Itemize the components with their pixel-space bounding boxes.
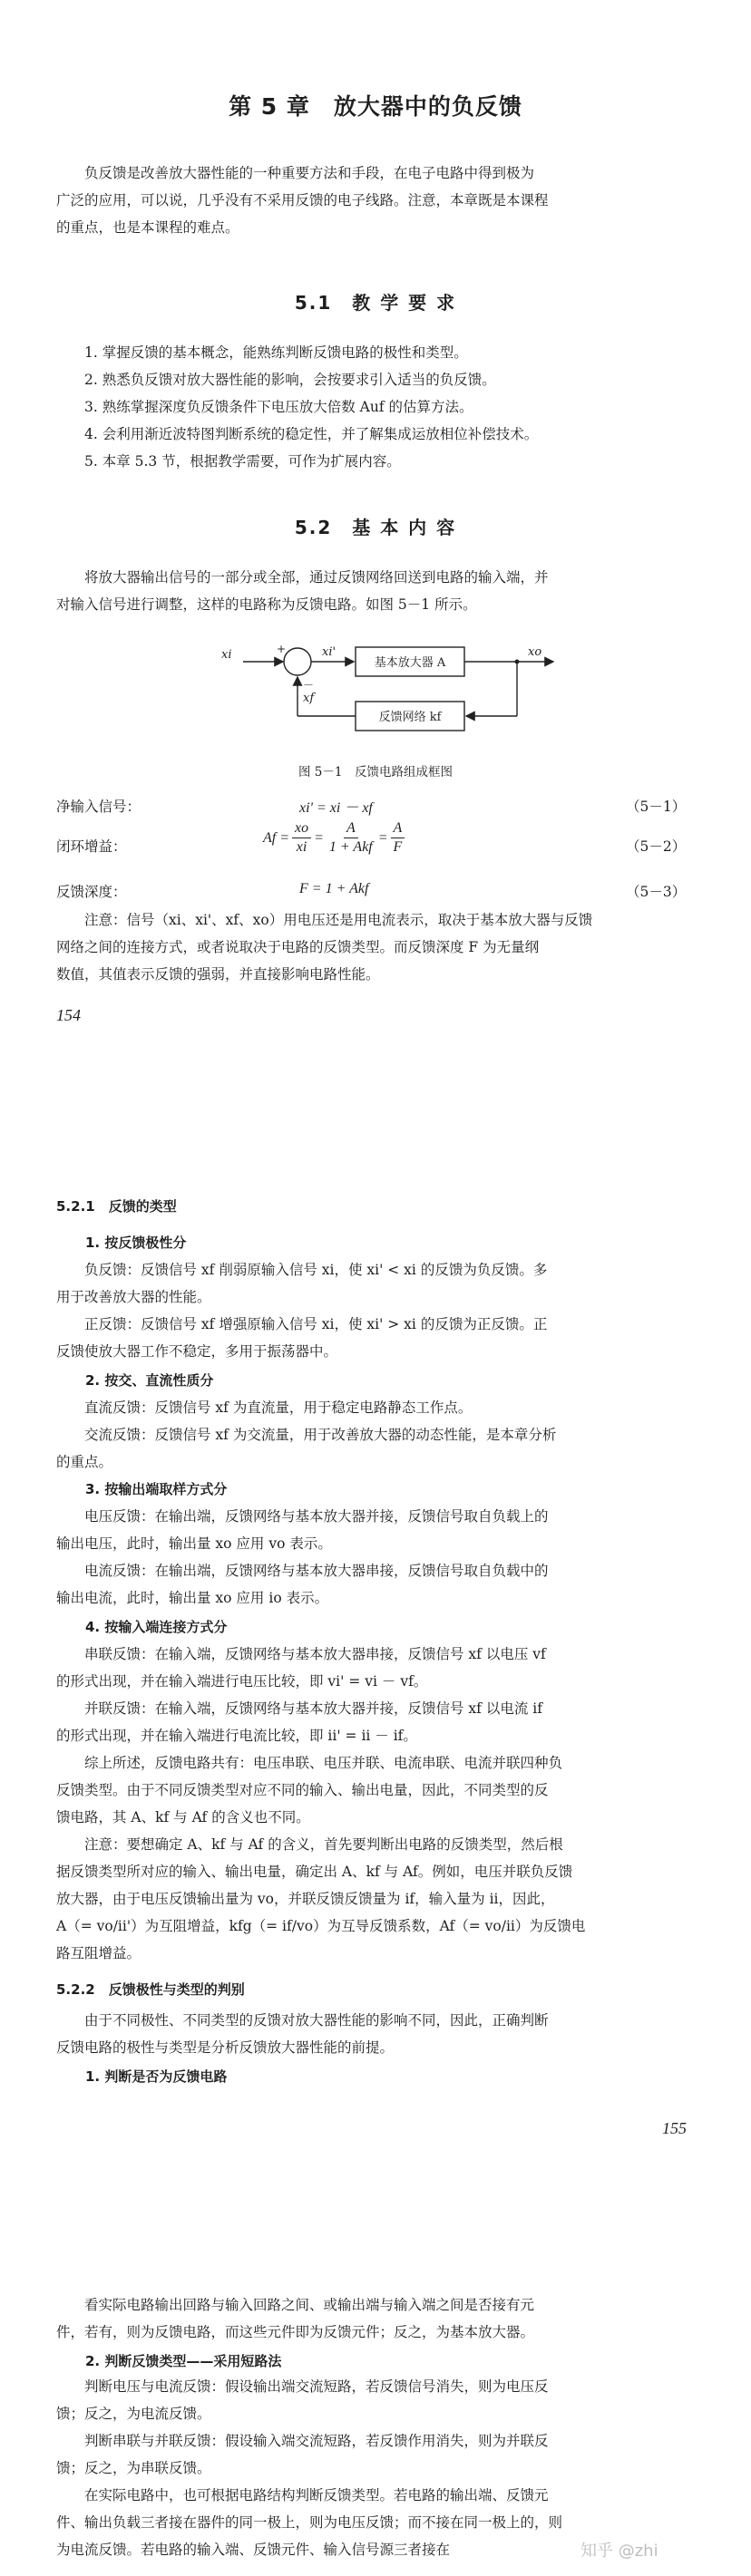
eq-lhs: Af =: [263, 829, 290, 846]
paragraph-line: A（= vo/ii'）为互阻增益，kfg（= if/vo）为互导反馈系数，Af（= vo/ii）为反馈电: [56, 1918, 586, 1934]
paragraph-line: 电流反馈：在输出端，反馈网络与基本放大器串接，反馈信号取自负载中的: [84, 1563, 549, 1579]
paragraph-line: 并联反馈：在输入端，反馈网络与基本放大器并接，反馈信号 xf 以电流 if: [84, 1700, 542, 1717]
fraction: [327, 819, 376, 857]
paragraph-line: 交流反馈：反馈信号 xf 为交流量，用于改善放大器的动态性能，是本章分析: [84, 1427, 557, 1443]
paragraph-line: 件，若有，则为反馈电路，而这些元件即为反馈元件；反之，为基本放大器。: [56, 2324, 535, 2340]
paragraph-line: 馈；反之，为电流反馈。: [56, 2406, 211, 2422]
feedback-network-label: 反馈网络 kf: [378, 711, 442, 724]
page-number: 155: [662, 2119, 687, 2137]
subheading-is-feedback: 1. 判断是否为反馈电路: [85, 2068, 228, 2085]
paragraph-line: 综上所述，反馈电路共有：电压串联、电压并联、电流串联、电流并联四种负: [84, 1755, 563, 1771]
note-line: 网络之间的连接方式，或者说取决于电路的反馈类型。而反馈深度 F 为无量纲: [56, 939, 540, 955]
paragraph-line: 件、输出负载三者接在器件的同一极上，则为电压反馈；而不接在同一极上的，则: [56, 2514, 563, 2531]
paragraph-line: 将放大器输出信号的一部分或全部，通过反馈网络回送到电路的输入端，并: [84, 569, 549, 586]
heading-5-2-2: 5.2.2 反馈极性与类型的判别: [56, 1981, 245, 1998]
chapter-title: 第 5 章 放大器中的负反馈: [229, 93, 522, 120]
paragraph-line: 判断串联与并联反馈：假设输入端交流短路，若反馈作用消失，则为并联反: [84, 2433, 549, 2449]
intro-line: 负反馈是改善放大器性能的一种重要方法和手段，在电子电路中得到极为: [84, 165, 535, 181]
paragraph-line: 放大器，由于电压反馈输出量为 vo，并联反馈反馈量为 if，输入量为 ii，因此，: [56, 1891, 555, 1907]
paragraph-line: 注意：要想确定 A、kf 与 Af 的含义，首先要判断出电路的反馈类型，然后根: [84, 1836, 563, 1853]
subheading-short-circuit-method: 2. 判断反馈类型——采用短路法: [85, 2353, 282, 2369]
paragraph-line: 的重点。: [56, 1454, 113, 1470]
note-line: 数值，其值表示反馈的强弱，并直接影响电路性能。: [56, 966, 380, 983]
paragraph-line: 据反馈类型所对应的输入、输出电量，确定出 A、kf 与 Af。例如，电压并联负反馈: [56, 1864, 573, 1880]
minus-sign: －: [303, 679, 315, 692]
watermark: 知乎 @zhi: [580, 2542, 658, 2561]
fraction-denominator: F: [393, 839, 403, 855]
section-5-2-paragraph: [56, 564, 702, 618]
paragraph-line: 串联反馈：在输入端，反馈网络与基本放大器串接，反馈信号 xf 以电压 vf: [84, 1646, 546, 1662]
paragraph-line: 的形式出现，并在输入端进行电压比较，即 vi' = vi － vf。: [56, 1673, 428, 1690]
polarity-paragraph: [56, 1256, 702, 1365]
equation-label: 闭环增益：: [56, 838, 127, 855]
requirement-item: 3. 熟练掌握深度负反馈条件下电压放大倍数 Auf 的估算方法。: [84, 399, 473, 415]
subheading-polarity: 1. 按反馈极性分: [85, 1235, 187, 1251]
section-5-2-2-paragraph: [56, 2007, 702, 2061]
equation-number: （5－2）: [626, 838, 687, 855]
paragraph-line: 负反馈：反馈信号 xf 削弱原输入信号 xi，使 xi' < xi 的反馈为负反馈。多: [84, 1262, 548, 1278]
amplifier-block-label: 基本放大器 A: [374, 656, 446, 670]
subheading-output-sampling: 3. 按输出端取样方式分: [85, 1481, 228, 1497]
equation-label: 净输入信号：: [56, 799, 141, 815]
eq-equals: =: [377, 829, 388, 846]
fraction-numerator: A: [391, 819, 405, 838]
paragraph-line: 为电流反馈。若电路的输入端、反馈元件、输入信号源三者接在: [56, 2542, 451, 2558]
paragraph-line: 用于改善放大器的性能。: [56, 1289, 211, 1305]
paragraph-line: 对输入信号进行调整，这样的电路称为反馈电路。如图 5－1 所示。: [56, 596, 477, 613]
equation-number: （5－3）: [626, 884, 687, 900]
equation-net-input: xi' = xi － xf: [299, 800, 373, 816]
paragraph-line: 反馈类型。由于不同反馈类型对应不同的输入、输出电量，因此，不同类型的反: [56, 1782, 549, 1798]
fraction: [391, 819, 405, 857]
plus-sign: +: [277, 643, 287, 655]
paragraph-line: 由于不同极性、不同类型的反馈对放大器性能的影响不同，因此，正确判断: [84, 2012, 549, 2029]
short-circuit-paragraph: [56, 2373, 702, 2563]
figure-caption: 图 5－1 反馈电路组成框图: [298, 765, 453, 780]
paragraph-line: 在实际电路中，也可根据电路结构判断反馈类型。若电路的输出端、反馈元: [84, 2487, 549, 2503]
paragraph-line: 馈电路，其 A、kf 与 Af 的含义也不同。: [56, 1809, 310, 1825]
input-connection-paragraph: [56, 1641, 702, 1967]
paragraph-line: 输出电压，此时，输出量 xo 应用 vo 表示。: [56, 1535, 332, 1552]
equation-closed-loop-gain: [263, 819, 407, 857]
paragraph-line: 反馈使放大器工作不稳定，多用于振荡器中。: [56, 1343, 338, 1360]
output-signal-label: xo: [528, 645, 542, 659]
subheading-ac-dc: 2. 按交、直流性质分: [85, 1372, 214, 1389]
paragraph-line: 的形式出现，并在输入端进行电流比较，即 ii' = ii － if。: [56, 1728, 417, 1744]
fraction-numerator: xo: [292, 819, 311, 838]
paragraph-line: 馈；反之，为串联反馈。: [56, 2460, 211, 2476]
fraction-numerator: A: [344, 819, 358, 838]
fraction-denominator: 1 + Akf: [328, 839, 373, 855]
fraction: [292, 819, 311, 857]
net-input-label: xi': [322, 645, 336, 659]
paragraph-line: 电压反馈：在输出端，反馈网络与基本放大器并接，反馈信号取自负载上的: [84, 1508, 549, 1525]
feedback-check-paragraph: [56, 2291, 702, 2346]
section-5-2-title: 5.2 基 本 内 容: [294, 517, 457, 538]
requirement-item: 2. 熟悉负反馈对放大器性能的影响，会按要求引入适当的负反馈。: [84, 372, 496, 388]
feedback-block-diagram: [209, 625, 590, 743]
ac-dc-paragraph: [56, 1394, 702, 1476]
requirement-item: 4. 会利用渐近波特图判断系统的稳定性，并了解集成运放相位补偿技术。: [84, 426, 539, 442]
section-5-1-title: 5.1 教 学 要 求: [294, 292, 457, 314]
heading-5-2-1: 5.2.1 反馈的类型: [56, 1198, 177, 1215]
requirement-item: 5. 本章 5.3 节，根据教学需要，可作为扩展内容。: [84, 453, 401, 470]
input-signal-label: xi: [221, 648, 232, 662]
paragraph-line: 看实际电路输出回路与输入回路之间、或输出端与输入端之间是否接有元: [84, 2297, 535, 2313]
equation-number: （5－1）: [626, 799, 687, 815]
fraction-denominator: xi: [296, 839, 307, 855]
equation-label: 反馈深度：: [56, 884, 127, 900]
page-number: 154: [56, 1006, 81, 1024]
paragraph-line: 直流反馈：反馈信号 xf 为直流量，用于稳定电路静态工作点。: [84, 1399, 473, 1416]
intro-line: 广泛的应用，可以说，几乎没有不采用反馈的电子线路。注意，本章既是本课程: [56, 192, 549, 208]
output-sampling-paragraph: [56, 1503, 702, 1612]
feedback-signal-label: xf: [303, 692, 315, 705]
paragraph-line: 正反馈：反馈信号 xf 增强原输入信号 xi，使 xi' > xi 的反馈为正反馈。正: [84, 1316, 548, 1332]
eq-equals: =: [314, 829, 324, 846]
paragraph-line: 输出电流，此时，输出量 xo 应用 io 表示。: [56, 1590, 329, 1606]
paragraph-line: 判断电压与电流反馈：假设输出端交流短路，若反馈信号消失，则为电压反: [84, 2378, 549, 2395]
intro-line: 的重点，也是本课程的难点。: [56, 219, 239, 236]
requirements-list: [56, 339, 702, 475]
intro-paragraph: [56, 160, 702, 241]
note-paragraph: [56, 906, 702, 988]
equation-feedback-depth: F = 1 + Akf: [299, 881, 369, 896]
summing-junction: [284, 648, 311, 675]
subheading-input-connection: 4. 按输入端连接方式分: [85, 1619, 228, 1635]
note-line: 注意：信号（xi、xi'、xf、xo）用电压还是用电流表示，取决于基本放大器与反馈: [84, 912, 593, 928]
requirement-item: 1. 掌握反馈的基本概念，能熟练判断反馈电路的极性和类型。: [84, 344, 468, 361]
paragraph-line: 路互阻增益。: [56, 1945, 141, 1961]
paragraph-line: 反馈电路的极性与类型是分析反馈放大器性能的前提。: [56, 2039, 395, 2056]
